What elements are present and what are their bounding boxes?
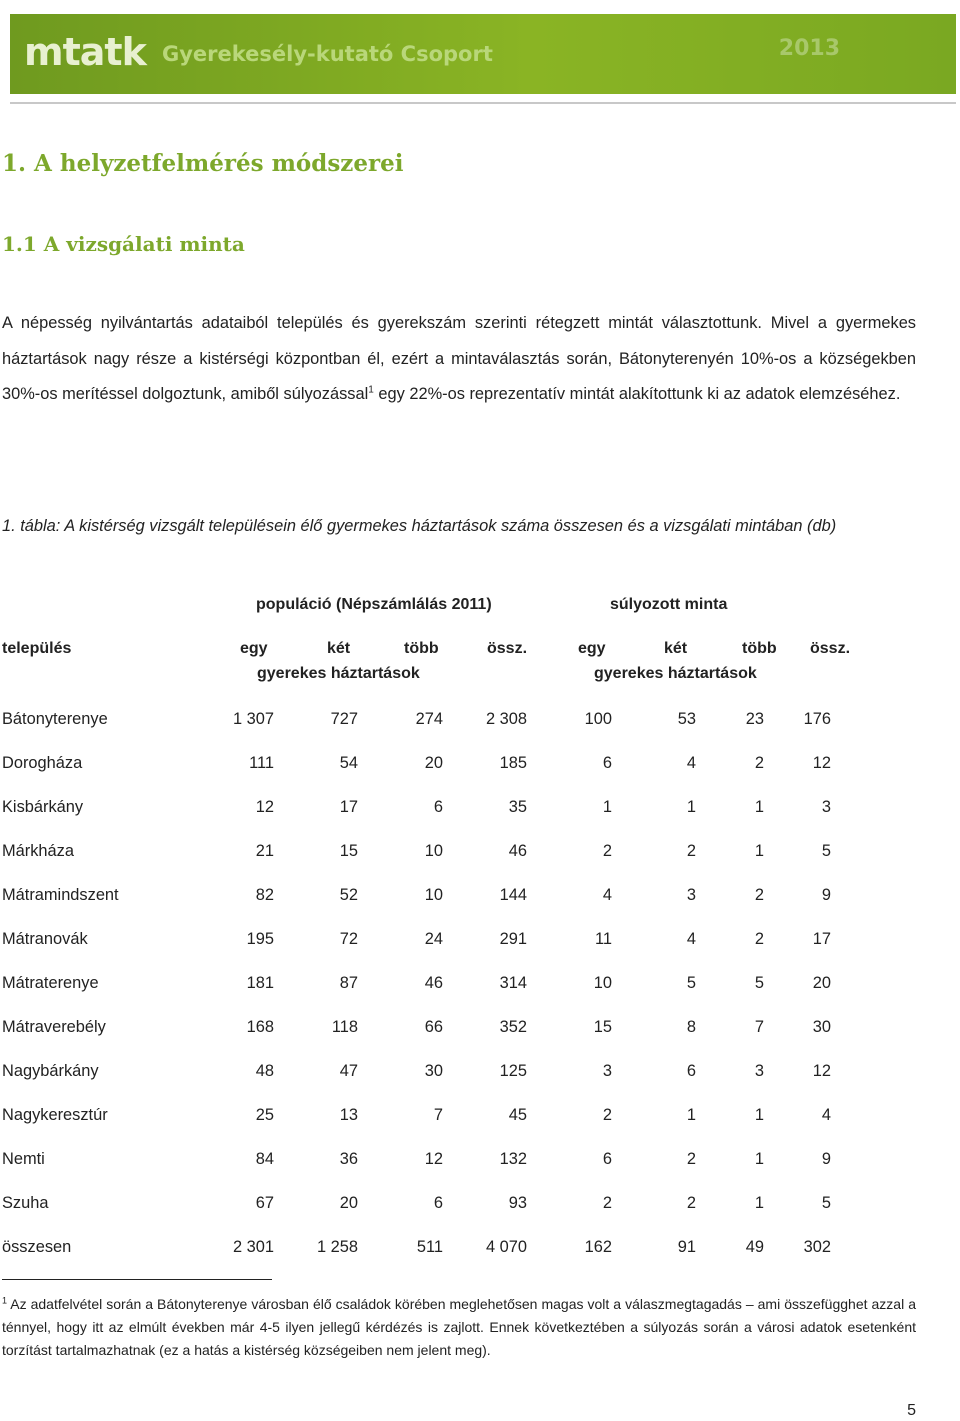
cell-p3: 10 [424,886,443,904]
table-row [2,842,932,866]
cell-p2: 36 [339,1150,358,1168]
logo: mtatk [24,30,146,74]
cell-wt: 12 [812,1062,831,1080]
cell-w1: 4 [602,886,612,904]
cell-p3: 6 [433,798,443,816]
cell-pt: 144 [499,886,527,904]
cell-w3: 2 [754,754,764,772]
table-row [2,1018,932,1042]
cell-wt: 12 [812,754,831,772]
cell-w2: 53 [677,710,696,728]
cell-p3: 20 [424,754,443,772]
table-row [2,930,932,954]
cell-p3: 10 [424,842,443,860]
cell-w2: 2 [686,842,696,860]
cell-p3: 46 [424,974,443,992]
banner-year: 2013 [778,36,840,61]
cell-p1: 111 [249,754,274,772]
paragraph-text-end: egy 22%-os reprezentatív mintát alakítottunk ki az adatok elemzéséhez. [373,385,901,403]
cell-pt: 314 [499,974,527,992]
cell-w2: 4 [686,754,696,772]
cell-w3: 1 [754,842,764,860]
cell-w3: 2 [754,886,764,904]
cell-wt: 3 [821,798,831,816]
cell-pt: 185 [499,754,527,772]
section-heading: 1. A helyzetfelmérés módszerei [2,150,404,177]
footnote-marker: 1 [2,1295,8,1306]
cell-w2: 4 [686,930,696,948]
column-header-one-w: egy [578,640,606,657]
table-row [2,1238,932,1262]
cell-p1: 195 [246,930,274,948]
settlement-name: Mátranovák [2,930,88,948]
cell-p1: 168 [246,1018,274,1036]
cell-p2: 20 [339,1194,358,1212]
settlement-name: Nemti [2,1150,45,1168]
cell-pt: 2 308 [485,710,527,728]
cell-w2: 2 [686,1150,696,1168]
footnote [2,1293,916,1362]
cell-w1: 1 [602,798,612,816]
cell-p2: 15 [339,842,358,860]
cell-w2: 91 [677,1238,696,1256]
settlement-name: Mátraterenye [2,974,99,992]
cell-pt: 35 [508,798,527,816]
cell-w1: 15 [593,1018,612,1036]
column-header-total-w: össz. [810,640,851,657]
column-header-more: több [404,640,439,657]
cell-w3: 1 [754,1194,764,1212]
cell-p3: 7 [433,1106,443,1124]
cell-p1: 82 [255,886,274,904]
cell-w1: 162 [584,1238,612,1256]
cell-p2: 118 [331,1018,358,1036]
cell-w1: 2 [602,842,612,860]
footnote-ref[interactable]: 1 [368,384,374,396]
column-header-two-w: két [664,640,688,657]
cell-p2: 54 [339,754,358,772]
table-row [2,1106,932,1130]
cell-p3: 12 [424,1150,443,1168]
cell-wt: 5 [821,842,831,860]
subsection-heading: 1.1 A vizsgálati minta [2,232,245,256]
cell-wt: 176 [803,710,831,728]
settlement-name: Kisbárkány [2,798,84,816]
cell-p2: 1 258 [316,1238,358,1256]
settlement-name: Dorogháza [2,754,83,772]
cell-pt: 132 [499,1150,527,1168]
subheader-population: gyerekes háztartások [257,665,420,682]
cell-p1: 21 [255,842,274,860]
settlement-name: Nagykeresztúr [2,1106,108,1124]
cell-pt: 352 [499,1018,527,1036]
cell-p2: 87 [339,974,358,992]
column-header-two: két [327,640,351,657]
cell-pt: 291 [499,930,527,948]
subheader-weighted: gyerekes háztartások [594,665,757,682]
settlement-name: összesen [2,1238,72,1256]
cell-w2: 5 [686,974,696,992]
cell-w3: 49 [745,1238,764,1256]
cell-w1: 3 [602,1062,612,1080]
cell-p1: 84 [255,1150,274,1168]
cell-p1: 1 307 [232,710,274,728]
divider [10,102,956,104]
cell-w3: 1 [754,1106,764,1124]
column-header-settlement: település [2,640,72,657]
table-row [2,754,932,778]
cell-wt: 9 [821,1150,831,1168]
cell-w1: 6 [602,754,612,772]
footnote-text: Az adatfelvétel során a Bátonyterenye városban élő családok körében meglehetősen magas volt a válaszmegtagadás – ami összefügghet azzal a ténnyel, hogy itt az elmúlt években már 4-5 ilyen jellegű kérdézés is zajlott. Ennek következtében a súlyozás során a városi adatok esetenként torzítást tartalmazhatnak (ez a hatás a kistérség községeiben nem jelent meg). [2,1296,916,1358]
cell-p3: 6 [433,1194,443,1212]
cell-wt: 20 [812,974,831,992]
cell-w2: 6 [686,1062,696,1080]
cell-p1: 2 301 [232,1238,274,1256]
table-row [2,886,932,910]
cell-w2: 3 [686,886,696,904]
cell-p3: 30 [424,1062,443,1080]
cell-p3: 66 [424,1018,443,1036]
cell-w1: 100 [584,710,612,728]
cell-w3: 2 [754,930,764,948]
cell-wt: 9 [821,886,831,904]
cell-w3: 3 [754,1062,764,1080]
cell-p2: 13 [339,1106,358,1124]
settlement-name: Mátramindszent [2,886,119,904]
header-banner [10,6,956,102]
cell-p2: 52 [339,886,358,904]
cell-p3: 511 [416,1238,443,1256]
cell-wt: 30 [812,1018,831,1036]
cell-wt: 302 [803,1238,831,1256]
table-row [2,1194,932,1218]
cell-w1: 2 [602,1106,612,1124]
cell-p1: 67 [255,1194,274,1212]
cell-p2: 727 [330,710,358,728]
cell-w3: 5 [754,974,764,992]
group-header-population: populáció (Népszámlálás 2011) [256,596,492,613]
cell-w3: 1 [754,1150,764,1168]
table-row [2,798,932,822]
cell-p3: 24 [424,930,443,948]
cell-w1: 10 [593,974,612,992]
cell-w3: 7 [754,1018,764,1036]
cell-w3: 1 [754,798,764,816]
cell-w1: 2 [602,1194,612,1212]
cell-p2: 17 [339,798,358,816]
cell-p1: 48 [255,1062,274,1080]
settlement-name: Mátraverebély [2,1018,106,1036]
cell-p3: 274 [415,710,443,728]
table-row [2,1062,932,1086]
cell-p1: 12 [255,798,274,816]
cell-w3: 23 [745,710,764,728]
cell-wt: 17 [812,930,831,948]
column-header-one: egy [240,640,268,657]
table-row [2,974,932,998]
cell-p1: 181 [246,974,274,992]
settlement-name: Szuha [2,1194,49,1212]
cell-p2: 47 [339,1062,358,1080]
page-number: 5 [907,1402,916,1419]
cell-p1: 25 [255,1106,274,1124]
column-header-more-w: több [742,640,777,657]
table-row [2,1150,932,1174]
settlement-name: Nagybárkány [2,1062,99,1080]
cell-pt: 125 [499,1062,527,1080]
footnote-divider [2,1279,272,1280]
cell-wt: 4 [821,1106,831,1124]
column-header-total: össz. [487,640,528,657]
cell-wt: 5 [821,1194,831,1212]
cell-pt: 4 070 [485,1238,527,1256]
cell-w1: 11 [594,930,612,948]
paragraph-text: A népesség nyilvántartás adataiból település és gyerekszám szerinti rétegzett mintát választottunk. Mivel a gyermekes háztartások nagy része a kistérségi központban él, ezért a mintaválasztás során, Bátonyterenyén 10%-os a községekben 30%-os merítéssel dolgoztunk, amiből súlyozással [2,314,916,403]
table-row [2,710,932,734]
cell-w2: 8 [686,1018,696,1036]
cell-pt: 46 [508,842,527,860]
cell-w2: 2 [686,1194,696,1212]
banner-subtitle: Gyerekesély-kutató Csoport [162,42,493,66]
cell-pt: 45 [508,1106,527,1124]
body-paragraph [2,306,916,413]
settlement-name: Márkháza [2,842,74,860]
table-caption: 1. tábla: A kistérség vizsgált településein élő gyermekes háztartások száma összesen és a vizsgálati mintában (db) [2,517,837,535]
cell-p2: 72 [339,930,358,948]
group-header-weighted: súlyozott minta [610,596,728,613]
cell-w2: 1 [686,798,696,816]
settlement-name: Bátonyterenye [2,710,108,728]
cell-w2: 1 [686,1106,696,1124]
cell-pt: 93 [508,1194,527,1212]
cell-w1: 6 [602,1150,612,1168]
